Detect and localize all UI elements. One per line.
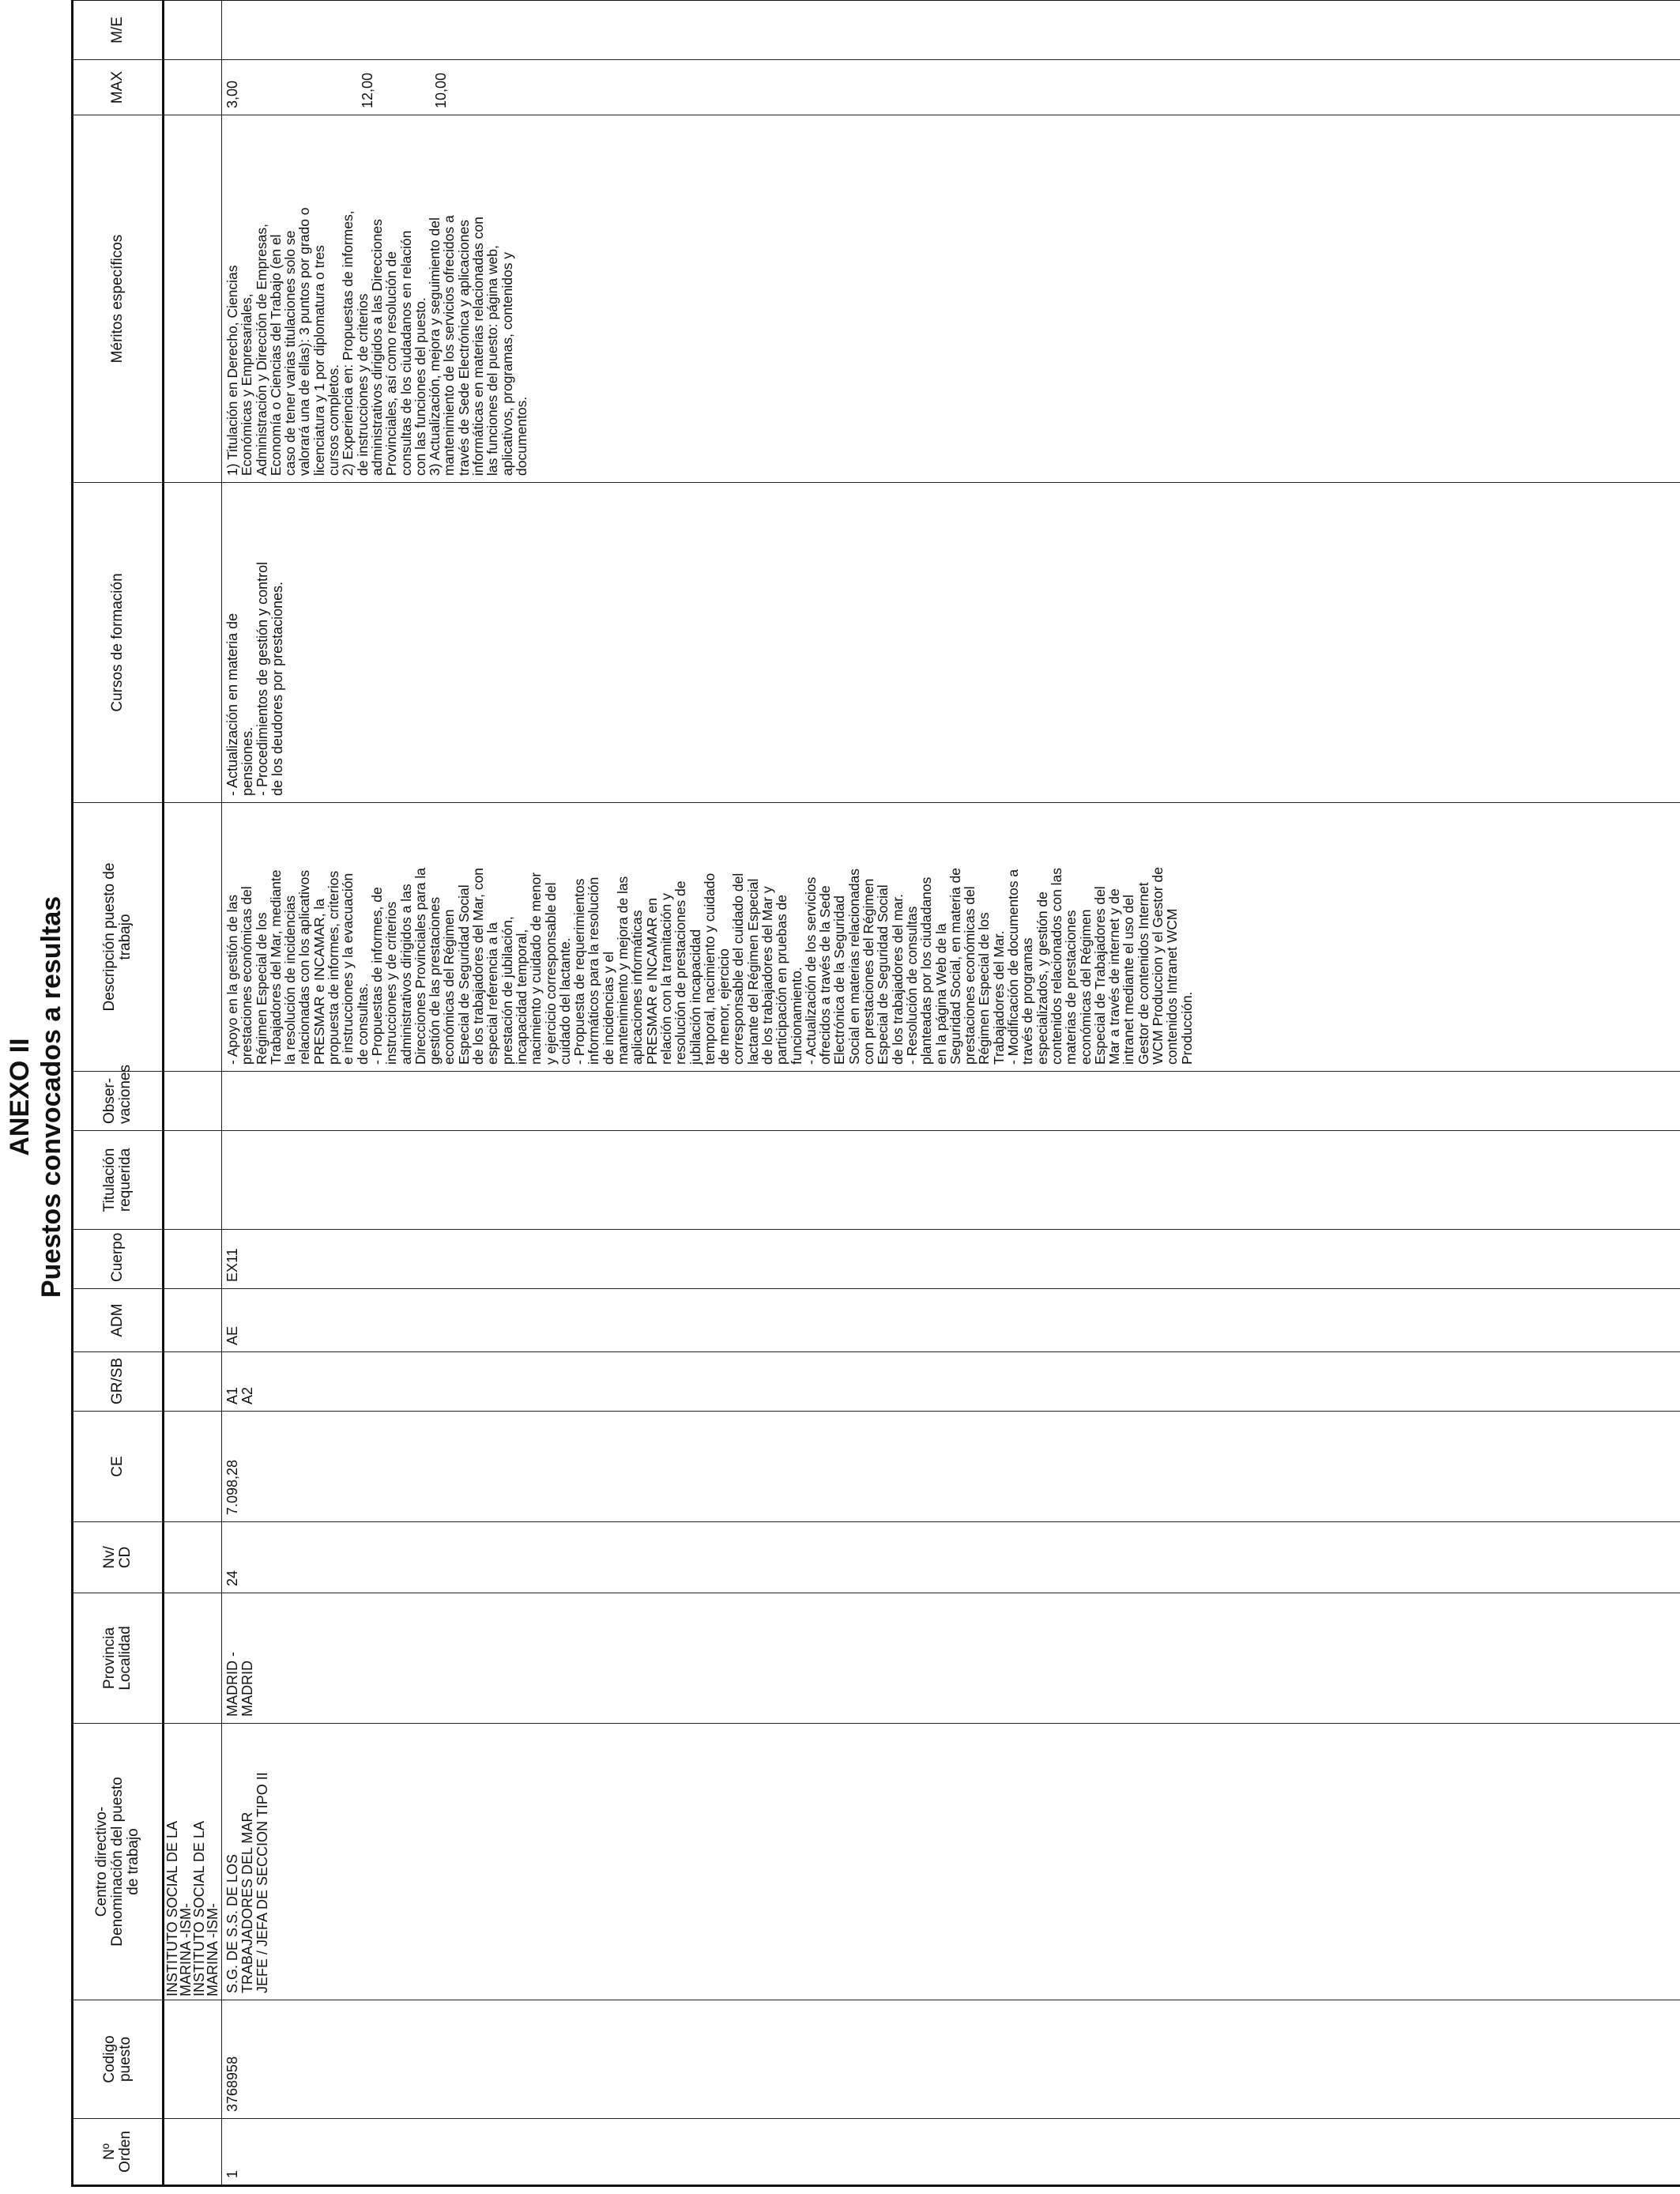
col-header-observaciones: Obser- vaciones bbox=[73, 1072, 164, 1131]
centro-cell: S.G. DE S.S. DE LOS TRABAJADORES DEL MAR JEFE / JEFA DE SECCION TIPO II bbox=[222, 1724, 1680, 2000]
max-value-3: 10,00 bbox=[433, 72, 449, 108]
col-header-me: M/E bbox=[73, 0, 164, 60]
max-value-2: 12,00 bbox=[360, 72, 375, 108]
col-header-descripcion: Descripción puesto de trabajo bbox=[73, 803, 164, 1072]
ce-cell: 7.098,28 bbox=[222, 1412, 1680, 1522]
cursos-cell: - Actualización en materia de pensiones. - Procedimientos de gestión y control de los deudores por prestaciones. bbox=[222, 483, 1680, 803]
col-header-adm: ADM bbox=[73, 1289, 164, 1352]
col-header-cursos: Cursos de formación bbox=[73, 483, 164, 803]
grupo-cell: A1 A2 bbox=[222, 1352, 1680, 1412]
col-header-provincia: Provincia Localidad bbox=[73, 1593, 164, 1724]
col-header-centro: Centro directivo- Denominación del puesto de trabajo bbox=[73, 1724, 164, 2000]
col-header-orden: Nº Orden bbox=[73, 2119, 164, 2186]
cuerpo-cell: EX11 bbox=[222, 1230, 1680, 1289]
page-subtitle: Puestos convocados a resultas bbox=[36, 895, 66, 1299]
max-cell bbox=[222, 60, 1680, 115]
provincia-cell: MADRID - MADRID bbox=[222, 1593, 1680, 1724]
group-centro-cell: INSTITUTO SOCIAL DE LA MARINA -ISM- INSTITUTO SOCIAL DE LA MARINA -ISM- bbox=[164, 1724, 222, 2000]
col-header-codigo: Codigo puesto bbox=[73, 2000, 164, 2119]
col-header-cuerpo: Cuerpo bbox=[73, 1230, 164, 1289]
col-header-nivel: Nv/ CD bbox=[73, 1522, 164, 1593]
col-header-max: MAX bbox=[73, 60, 164, 115]
table-header-row bbox=[73, 0, 164, 2186]
observaciones-cell bbox=[222, 1072, 1680, 1131]
meritos-cell: 1) Titulación en Derecho, Ciencias Económicas y Empresariales, Administración y Dirección de Empresas, Economía o Ciencias del Trabajo (en el caso de tener varias titulaciones solo se valorará una de ellas): 3 puntos por grado o licenciatura y 1 por diplomatura o tres cursos completos. 2) Experiencia en: Propuestas de informes, de instrucciones y de criterios administrativos dirigidos a las Direcciones Provinciales, así como resolución de consultas de los ciudadanos en relación con las funciones del puesto. 3) Actualización, mejora y seguimiento del mantenimiento de los servicios ofrecidos a través de Sede Electrónica y aplicaciones informáticas en materias relacionadas con las funciones del puesto: página web, aplicativos, programas, contenidos y documentos. bbox=[222, 115, 1680, 483]
me-cell bbox=[222, 0, 1680, 60]
col-header-titulacion: Titulación requerida bbox=[73, 1131, 164, 1230]
max-value-1: 3,00 bbox=[224, 80, 240, 108]
positions-table bbox=[71, 0, 1680, 2187]
col-header-grupo: GR/SB bbox=[73, 1352, 164, 1412]
nivel-cell: 24 bbox=[222, 1522, 1680, 1593]
col-header-meritos: Méritos específicos bbox=[73, 115, 164, 483]
codigo-cell: 3768958 bbox=[222, 2000, 1680, 2119]
titulacion-cell bbox=[222, 1131, 1680, 1230]
orden-cell: 1 bbox=[222, 2119, 1680, 2186]
page-title: ANEXO II bbox=[5, 1038, 35, 1156]
table-group-row bbox=[164, 0, 222, 2186]
adm-cell: AE bbox=[222, 1289, 1680, 1352]
table-row bbox=[222, 0, 1680, 2186]
descripcion-cell: - Apoyo en la gestión de las prestaciones económicas del Régimen Especial de los Trabajadores del Mar, mediante la resolución de incidencias relacionadas con los aplicativos PRESMAR e INCAMAR, la propuesta de informes, criterios e instrucciones y la evacuación de consultas. - Propuestas de informes, de instrucciones y de criterios administrativos dirigidos a las Direcciones Provinciales para la gestión de las prestaciones económicas del Régimen Especial de Seguridad Social de los trabajadores del Mar, con especial referencia a la prestación de jubilación, incapacidad temporal, nacimiento y cuidado de menor y ejercicio corresponsable del cuidado del lactante. - Propuesta de requerimientos informáticos para la resolución de incidencias y el mantenimiento y mejora de las aplicaciones informáticas PRESMAR e INCAMAR en relación con la tramitación y resolución de prestaciones de jubilación incapacidad temporal, nacimiento y cuidado de menor, ejercicio corresponsable del cuidado del lactante del Régimen Especial de los trabajadores del Mar y participación en pruebas de funcionamiento. - Actualización de los servicios ofrecidos a través de la Sede Electrónica de la Seguridad Social en materias relacionadas con prestaciones del Régimen Especial de Seguridad Social de los trabajadores del mar. - Resolución de consultas planteadas por los ciudadanos en la página Web de la Seguridad Social, en materia de prestaciones económicas del Régimen Especial de los Trabajadores del Mar. - Modificación de documentos a través de programas especializados, y gestión de contenidos relacionados con las materias de prestaciones económicas del Régimen Especial de Trabajadores del Mar a través de internet y de intranet mediante el uso del Gestor de contenidos Internet WCM Produccion y el Gestor de contenidos Intranet WCM Producción. bbox=[222, 803, 1680, 1072]
col-header-ce: CE bbox=[73, 1412, 164, 1522]
